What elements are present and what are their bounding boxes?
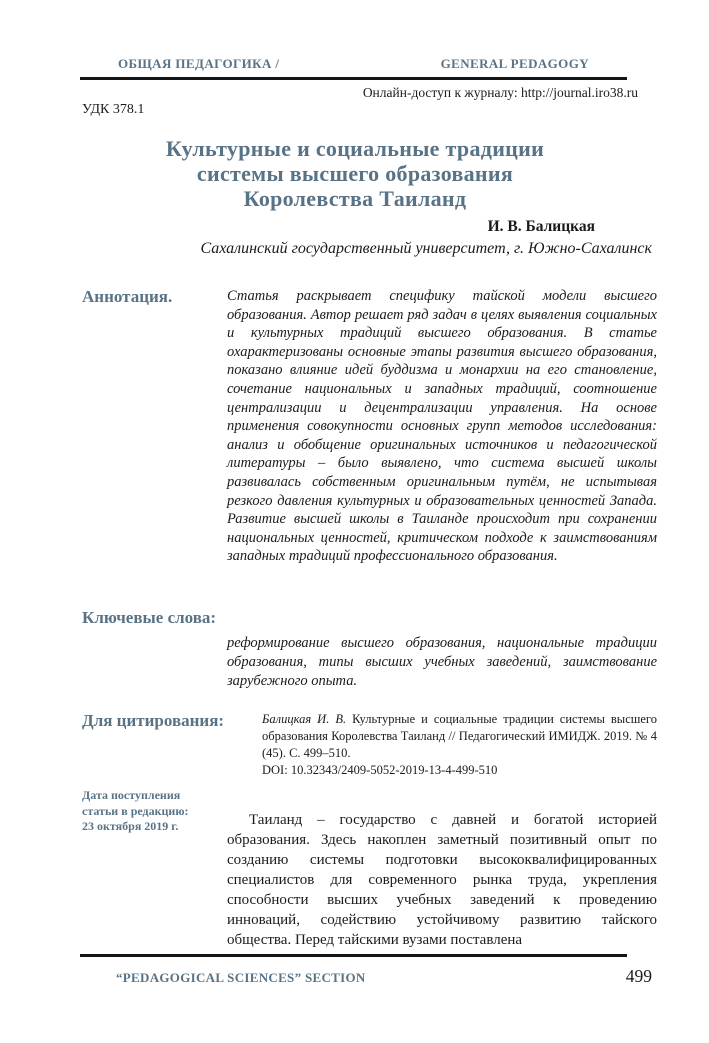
keywords-section — [82, 604, 657, 691]
section-label-ru: ОБЩАЯ ПЕДАГОГИКА / — [118, 56, 280, 71]
author-affiliation: Сахалинский государственный университет, г. Южно-Сахалинск — [200, 240, 652, 257]
article-title-line-3: Королевства Таиланд — [243, 186, 467, 211]
abstract-label: Аннотация. — [82, 287, 173, 306]
header-rule — [80, 77, 627, 80]
udc-number: УДК 378.1 — [82, 102, 145, 117]
received-line-3: 23 октября 2019 г. — [82, 819, 179, 833]
article-title-line-1: Культурные и социальные традиции — [165, 136, 545, 161]
article-title-line-2: системы высшего образования — [196, 161, 514, 186]
body-paragraph: Таиланд – государство с давней и богатой историей образования. Здесь накоплен заметный позитивный опыт по созданию системы подготовки высококвалифицированных специалистов для современного рынка труда, укрепления способности высших учебных заведений к проведению инноваций, содействию устойчивому развитию тайского общества. Перед тайскими вузами поставлена — [227, 812, 657, 948]
citation-text — [262, 711, 657, 779]
article-title — [40, 136, 670, 211]
author-name: И. В. Балицкая — [487, 218, 595, 235]
received-line-2: статьи в редакцию: — [82, 803, 189, 818]
keywords-label: Ключевые слова: — [82, 608, 217, 627]
journal-header — [80, 56, 627, 72]
citation-doi: DOI: 10.32343/2409-5052-2019-13-4-499-510 — [262, 763, 498, 777]
received-line-1: Дата поступления — [82, 788, 181, 802]
received-date-note — [82, 788, 232, 835]
citation-body: Культурные и социальные традиции системы высшего образования Королевства Таиланд // Педагогический ИМИДЖ. 2019. № 4 (45). С. 499–510. — [262, 712, 657, 760]
keywords-text: реформирование высшего образования, национальные традиции образования, типы высших учебных заведений, заимствование зарубежного опыта. — [227, 635, 657, 689]
page-number: 499 — [625, 966, 652, 986]
abstract-section — [82, 287, 657, 566]
citation-section — [82, 711, 657, 779]
footer-rule — [80, 954, 627, 957]
footer-section-label: “PEDAGOGICAL SCIENCES” SECTION — [116, 970, 366, 985]
section-label-en: GENERAL PEDAGOGY — [440, 56, 589, 71]
citation-author: Балицкая И. В. — [262, 712, 347, 726]
citation-label: Для цитирования: — [82, 711, 225, 730]
abstract-text: Статья раскрывает специфику тайской модели высшего образования. Автор решает ряд задач в целях выявления социальных и культурных традиций высшего образования. В статье охарактеризованы основные этапы развития высшего образования, показано влияние идей буддизма и монархии на его становление, сочетание национальных и западных традиций, соотношение централизации и децентрализации управления. На основе применения совокупности основных групп методов исследования: анализ и обобщение оригинальных источников и педагогической литературы – было выявлено, что система высшей школы развивалась собственным оригинальным путём, не испытывая резкого давления культурных и образовательных ценностей Запада. Развитие высшей школы в Таиланде происходит при сохранении национальных ценностей, критическом подходе к заимствованиям западных традиций профессионального образования. — [227, 288, 657, 565]
online-access-note: Онлайн-доступ к журналу: http://journal.iro38.ru — [362, 85, 638, 100]
page-footer — [80, 966, 652, 987]
